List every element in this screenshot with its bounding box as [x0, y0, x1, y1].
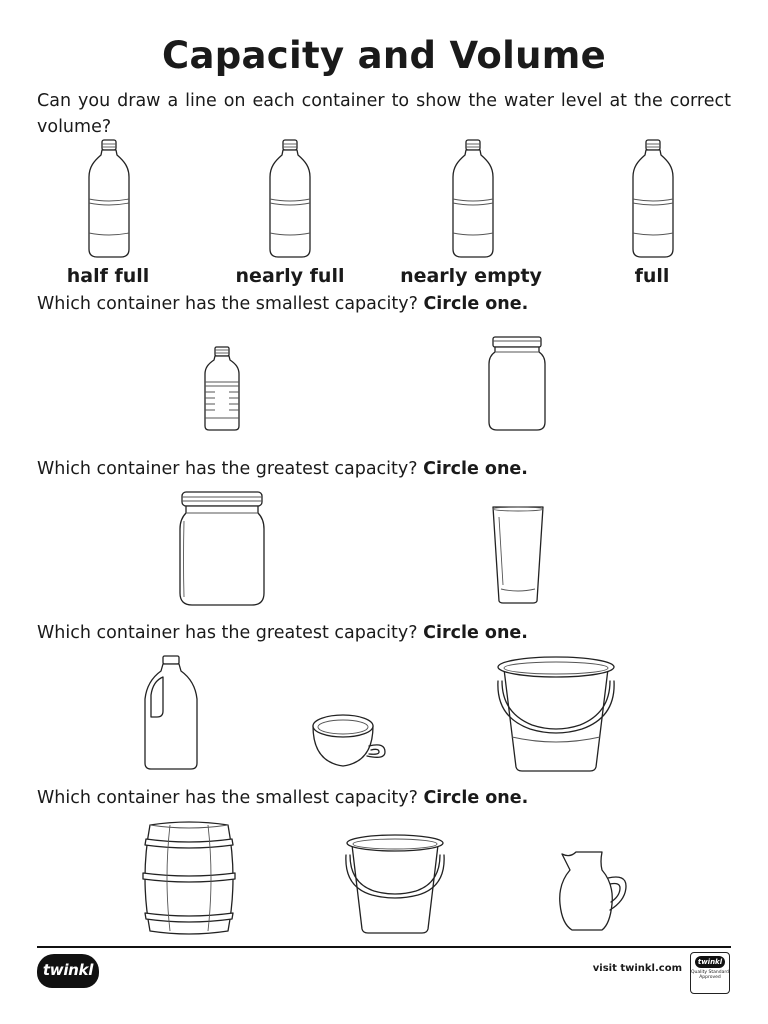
- jug-image[interactable]: [556, 848, 628, 934]
- wooden-barrel-image[interactable]: [140, 821, 238, 935]
- label-full: full: [634, 265, 670, 287]
- small-bucket-image[interactable]: [340, 833, 450, 935]
- question-2-instruction: Circle one.: [423, 459, 528, 479]
- question-2-text: Which container has the greatest capacity?: [37, 459, 418, 479]
- question-4: [37, 788, 528, 808]
- twinkl-logo[interactable]: twinkl: [37, 954, 99, 988]
- water-bottle-nearly-empty-image[interactable]: [450, 139, 496, 259]
- bucket-image[interactable]: [490, 655, 622, 773]
- water-bottle-half-full-image[interactable]: [86, 139, 132, 259]
- water-bottle-nearly-full-image[interactable]: [267, 139, 313, 259]
- milk-bottle-image[interactable]: [143, 655, 199, 771]
- label-half-full: half full: [66, 265, 150, 287]
- label-nearly-empty: nearly empty: [400, 265, 542, 287]
- question-4-instruction: Circle one.: [423, 788, 529, 808]
- plastic-bottle-image[interactable]: [203, 346, 241, 432]
- intro-instruction: Can you draw a line on each container to show the water level at the correct volume?: [37, 91, 731, 137]
- large-jar-image[interactable]: [178, 491, 266, 607]
- badge-logo: twinkl: [695, 956, 725, 968]
- question-1-instruction: Circle one.: [423, 294, 529, 314]
- question-1-text: Which container has the smallest capacity?: [37, 294, 418, 314]
- question-3-instruction: Circle one.: [423, 623, 528, 643]
- teacup-image[interactable]: [311, 712, 387, 770]
- label-nearly-full: nearly full: [235, 265, 345, 287]
- drinking-glass-image[interactable]: [491, 505, 545, 605]
- question-1: [37, 294, 528, 314]
- badge-text: Quality Standard Approved: [691, 970, 729, 980]
- question-2: [37, 459, 528, 479]
- question-3: [37, 623, 528, 643]
- water-bottle-full-image[interactable]: [630, 139, 676, 259]
- question-4-text: Which container has the smallest capacity?: [37, 788, 418, 808]
- glass-jar-image[interactable]: [487, 336, 547, 432]
- footer-divider: [37, 946, 731, 948]
- page-title: Capacity and Volume: [162, 34, 606, 77]
- quality-standard-badge: [690, 952, 730, 994]
- question-3-text: Which container has the greatest capacity?: [37, 623, 418, 643]
- visit-link[interactable]: visit twinkl.com: [592, 963, 682, 974]
